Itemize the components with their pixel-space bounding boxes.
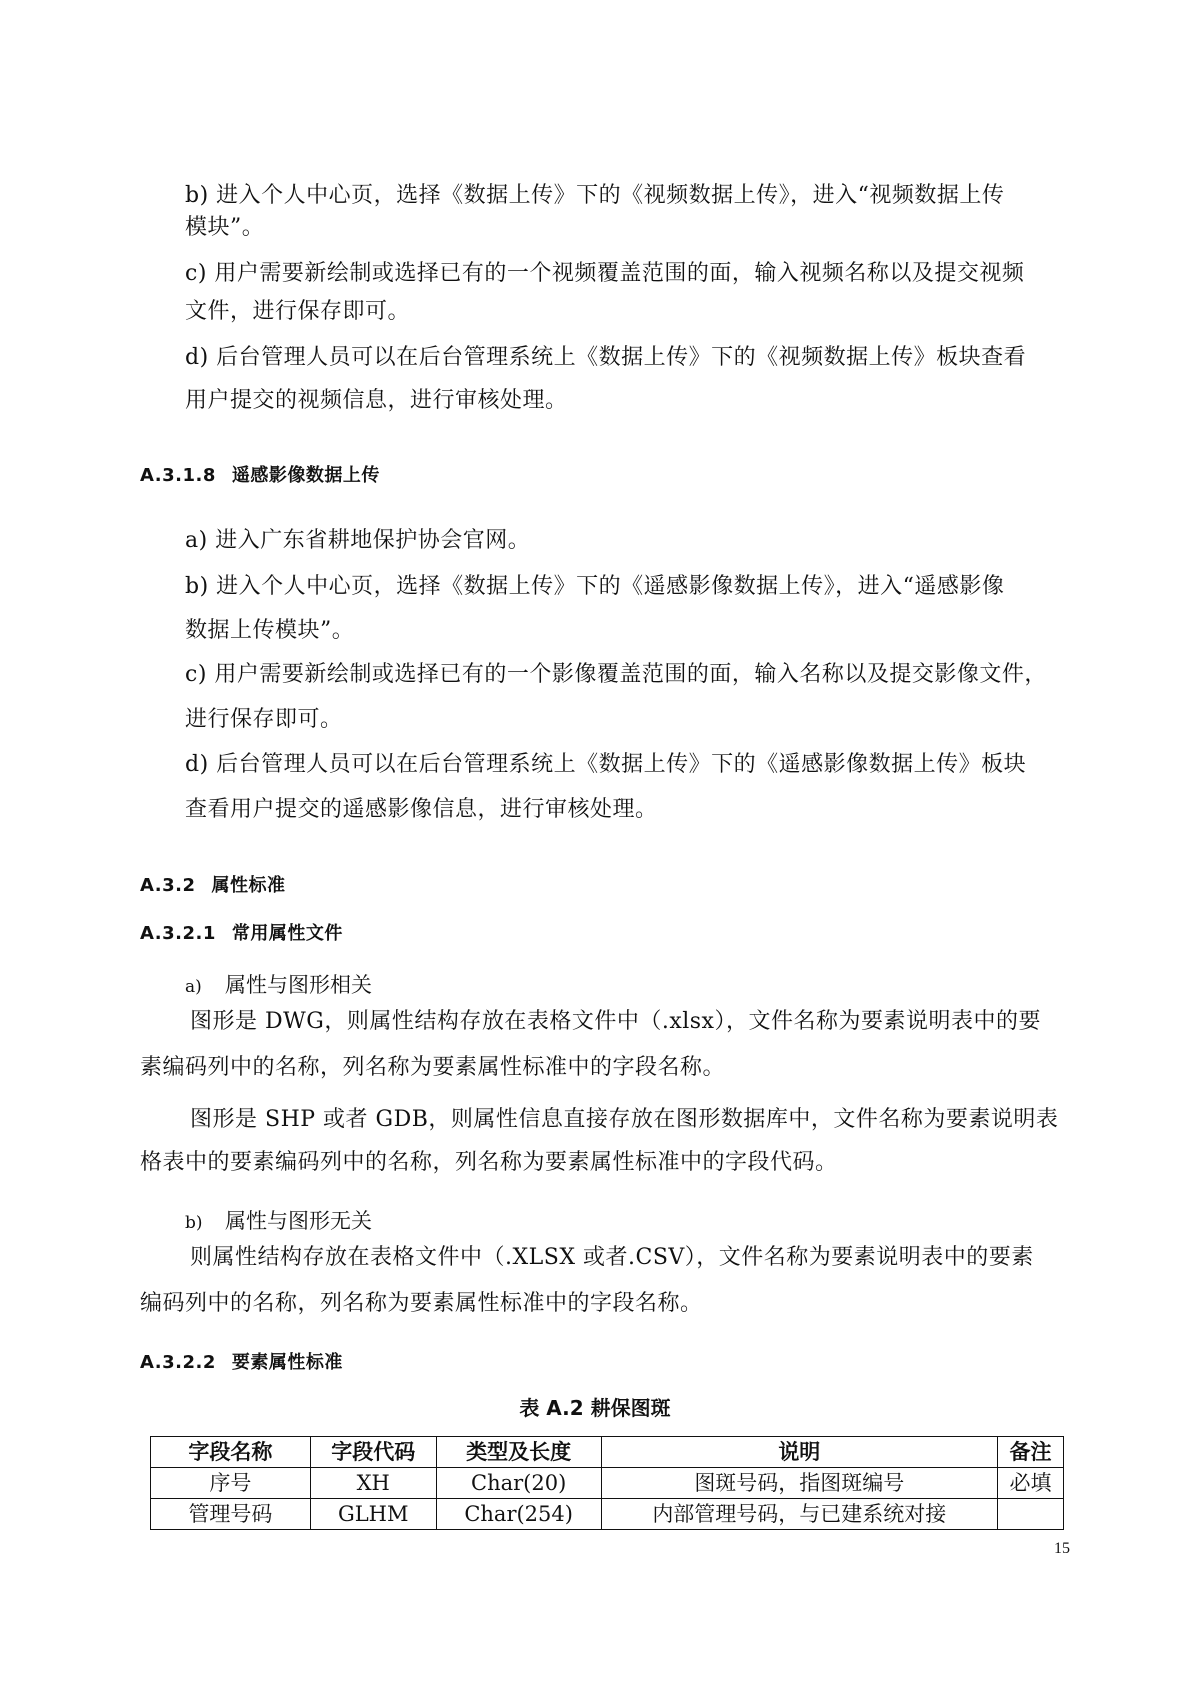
table-cell: 序号 <box>151 1468 311 1499</box>
paragraph-line: 格表中的要素编码列中的名称，列名称为要素属性标准中的字段代码。 <box>140 1150 838 1175</box>
subitem-text: 属性与图形相关 <box>225 973 372 997</box>
column-header: 备注 <box>998 1437 1064 1468</box>
paragraph-line: 进行保存即可。 <box>185 707 343 732</box>
table-cell: Char(254) <box>436 1499 601 1530</box>
section-title: 属性标准 <box>211 875 286 896</box>
subitem-marker: b) <box>185 1213 203 1233</box>
table-cell: GLHM <box>310 1499 436 1530</box>
section-heading-a32 <box>140 873 286 899</box>
subitem-marker: a) <box>185 977 202 997</box>
section-number: A.3.1.8 <box>140 465 216 486</box>
paragraph-line: c) 用户需要新绘制或选择已有的一个视频覆盖范围的面，输入视频名称以及提交视频 <box>185 261 1025 286</box>
paragraph-line: b) 进入个人中心页，选择《数据上传》下的《视频数据上传》，进入“视频数据上传 <box>185 183 1005 208</box>
table-header-row <box>151 1437 1064 1468</box>
paragraph-line: 图形是 SHP 或者 GDB，则属性信息直接存放在图形数据库中，文件名称为要素说明表 <box>190 1107 1059 1132</box>
table-caption: 表 A.2 耕保图斑 <box>519 1396 671 1420</box>
section-number: A.3.2.1 <box>140 923 216 944</box>
section-title: 常用属性文件 <box>231 923 343 944</box>
paragraph-line: d) 后台管理人员可以在后台管理系统上《数据上传》下的《视频数据上传》板块查看 <box>185 345 1027 370</box>
column-header: 字段代码 <box>310 1437 436 1468</box>
paragraph-line: b) 进入个人中心页，选择《数据上传》下的《遥感影像数据上传》，进入“遥感影像 <box>185 574 1005 599</box>
paragraph-line: 文件，进行保存即可。 <box>185 299 411 324</box>
column-header: 说明 <box>601 1437 997 1468</box>
page-number: 15 <box>1054 1540 1070 1557</box>
paragraph-line: d) 后台管理人员可以在后台管理系统上《数据上传》下的《遥感影像数据上传》板块 <box>185 752 1027 777</box>
table-cell: 内部管理号码，与已建系统对接 <box>601 1499 997 1530</box>
attribute-table <box>150 1436 1064 1530</box>
subitem-text: 属性与图形无关 <box>225 1209 372 1233</box>
column-header: 字段名称 <box>151 1437 311 1468</box>
section-heading-a321 <box>140 921 343 947</box>
table-cell: Char(20) <box>436 1468 601 1499</box>
section-heading-a318 <box>140 463 380 489</box>
paragraph-line: c) 用户需要新绘制或选择已有的一个影像覆盖范围的面，输入名称以及提交影像文件， <box>185 662 1047 687</box>
section-title: 要素属性标准 <box>231 1352 343 1373</box>
paragraph-line: 编码列中的名称，列名称为要素属性标准中的字段名称。 <box>140 1291 703 1316</box>
section-heading-a322 <box>140 1350 343 1376</box>
subitem-a <box>185 970 372 1002</box>
column-header: 类型及长度 <box>436 1437 601 1468</box>
table-cell <box>998 1499 1064 1530</box>
table-cell: 必填 <box>998 1468 1064 1499</box>
section-number: A.3.2.2 <box>140 1352 216 1373</box>
paragraph-line: 图形是 DWG，则属性结构存放在表格文件中（.xlsx），文件名称为要素说明表中的要 <box>190 1009 1041 1034</box>
section-number: A.3.2 <box>140 875 196 896</box>
table-cell: 图斑号码，指图斑编号 <box>601 1468 997 1499</box>
subitem-b <box>185 1206 372 1238</box>
table-cell: 管理号码 <box>151 1499 311 1530</box>
table-row <box>151 1499 1064 1530</box>
paragraph-line: 模块”。 <box>185 215 265 240</box>
table-cell: XH <box>310 1468 436 1499</box>
table-row <box>151 1468 1064 1499</box>
paragraph-line: 数据上传模块”。 <box>185 618 355 643</box>
section-title: 遥感影像数据上传 <box>231 465 380 486</box>
paragraph-line: 则属性结构存放在表格文件中（.XLSX 或者.CSV），文件名称为要素说明表中的要素 <box>190 1245 1034 1270</box>
paragraph-line: 素编码列中的名称，列名称为要素属性标准中的字段名称。 <box>140 1055 726 1080</box>
paragraph-line: 查看用户提交的遥感影像信息，进行审核处理。 <box>185 797 658 822</box>
paragraph-line: 用户提交的视频信息，进行审核处理。 <box>185 388 568 413</box>
paragraph-line: a) 进入广东省耕地保护协会官网。 <box>185 528 531 553</box>
